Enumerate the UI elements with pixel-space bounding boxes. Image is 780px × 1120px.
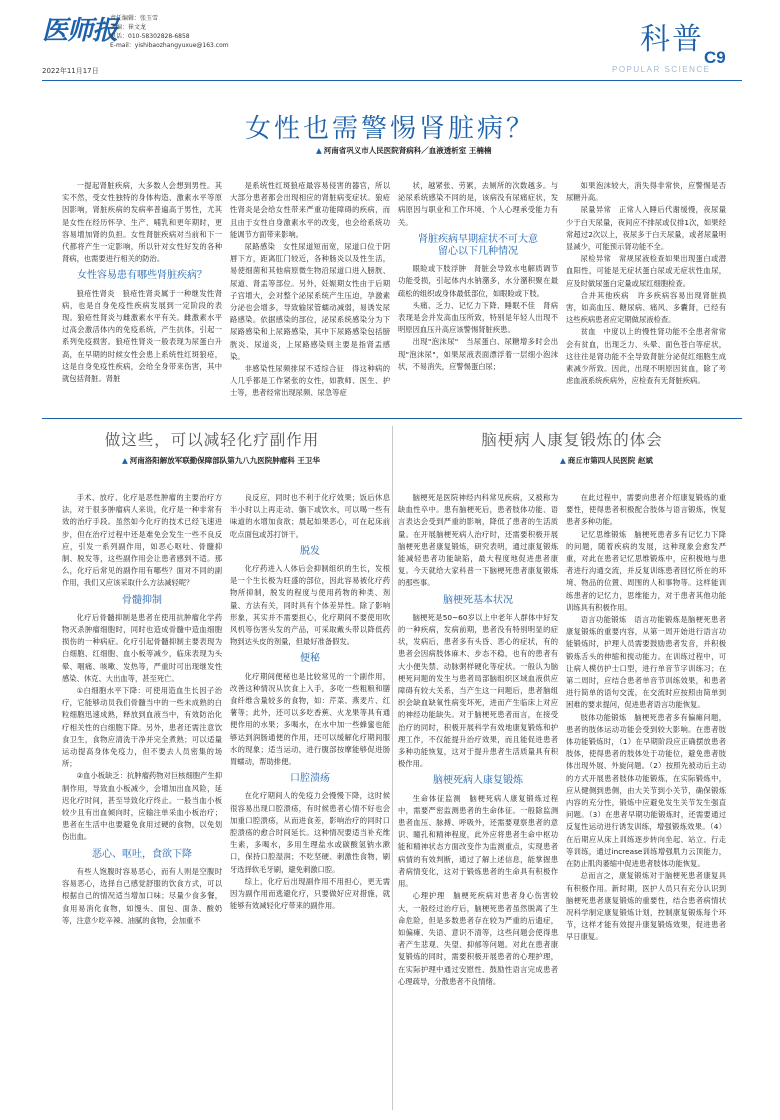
newspaper-logo: 医师报 — [42, 16, 118, 46]
paragraph: 是系统性红斑狼疮最容易侵害的器官，所以大部分患者都会出现相应的肾脏病变症状。狼疮性肾炎是会给女性带来严重功能障碍的疾病，而且由于女性自身激素水平的改变，也会给系统功能调节方面带来影响。 — [230, 181, 390, 239]
publication-date: 2022年11月17日 — [42, 67, 99, 75]
subheading: 女性容易患有哪些肾脏疾病？ — [77, 270, 207, 282]
article3-byline-text: 商丘市第四人民医院 赵斌 — [567, 456, 653, 465]
paragraph: 肢体功能锻炼 脑梗死患者多有偏瘫问题，患者的肢体运动功能会受到较大影响。在患者肢体功能锻炼时，（1）在早期阶段应正确摆放患者肢体，使得患者的肢体处于功能位，避免患者肢体出现外展、外旋问题。（2）按照先被动后主动的方式开展患者肢体功能锻炼，在实际锻炼中，应从健侧到患侧，由大关节到小关节，确保锻炼内容的充分性，锻炼中应避免发生关节发生强直问题。（3）在患者早期功能锻炼时，还需要通过反复性运动进行诱发训练，增强锻炼效果。（4）在后期应从床上训练逐步转向坐起、站立、行走等训练，通过increase训练增强肌力云顶能力，在防止肌肉萎缩中促进患者肢体功能恢复。 — [566, 712, 726, 869]
paragraph: 综上，化疗后出现副作用不用担心，更无需因为副作用而逃避化疗，只要做好应对措施，就能够有效减轻化疗带来的副作用。 — [230, 876, 390, 911]
paragraph: 记忆思维锻炼 脑梗死患者多有记忆力下降的问题，随着疾病的发展，这种现象会愈发严重，对此在患者记忆思维锻炼中，应积极地与患者进行沟通交流，并反复训练患者回忆所在的环境、物品的位置、周围的人和事物等。这样能训练患者的记忆力，思维能力，对于患者其他功能训练具有积极作用。 — [566, 529, 726, 612]
paragraph: 出现"泡沫尿" 当尿蛋白、尿糖增多时会出现"泡沫尿"，如果尿液表面漂浮着一层细小泡沫状，不易消失，应警惕蛋白尿； — [398, 337, 558, 371]
masthead-rule — [42, 80, 742, 81]
article1-column-2 — [230, 180, 390, 410]
article2-byline — [122, 455, 320, 466]
paragraph: 尿量异常 正常人入睡后代谢缓慢，夜尿量少于白天尿量，夜间应不排尿或仅排1次，如果经常超过2次以上，夜尿多于白天尿量，或者尿量明显减少，可能预示肾功能不全。 — [566, 205, 726, 252]
paragraph: 脑梗死是50~60岁以上中老年人群体中好发的一种疾病，发病前期，患者没有特别明显的症状，发病后，患者多有头昏、恶心的症状，有的患者会因病肢体麻木、步态不稳，也有的患者有大小便失禁、动脉粥样硬化等症状。一般认为脑梗死问题的发生与患者局部脑组织区域血液供应障碍有较大关系，当产生这一问题后，患者脑组织会缺血缺氧性病变坏死，进而产生临床上对应的神经功能缺失。对于脑梗死患者而言，在接受治疗的同时，积极开展科学有效地康复锻炼和护理工作，不仅能提升治疗效果，而且能促进患者多种功能恢复，这对于提升患者生活质量具有积极作用。 — [398, 612, 558, 769]
editor-line: E-mail：yishibaozhangyuxue@163.com — [110, 42, 229, 49]
article3-column-1 — [398, 492, 558, 1112]
article2-column-1 — [62, 492, 222, 1112]
article3-byline — [560, 455, 653, 466]
section-title-en: POPULAR SCIENCE — [612, 65, 711, 74]
subheading: 留心以下几种情况 — [438, 246, 518, 258]
subheading: 骨髓抑制 — [122, 594, 162, 606]
subheading: 脱发 — [300, 545, 320, 557]
paragraph: 生命体征监测 脑梗死病人康复锻炼过程中，需要严密监测患者的生命体征。一般除监测患者血压、脉搏、呼吸外，还需要观察患者的意识、瞳孔和精神程度，此外应将患者生命中枢功能和精神状态方面改变作为监测重点，实现患者病情的有效判断，通过了解上述信息，能掌握患者病情变化，这对于锻炼患者的生命具有积极作用。 — [398, 793, 558, 889]
paragraph: 有些人饱腹时容易恶心，而有人则是空腹时容易恶心，选择自己感觉舒服的饮食方式，可以根据自己的情况适当增加口味；尽量少食多餐，食用易消化食物，如馒头、面包、面条、酸奶等，注意少吃辛辣、油腻的食物，会加重不 — [62, 866, 222, 925]
subheading: 脑梗死基本状况 — [443, 594, 513, 606]
article1-column-4 — [566, 180, 726, 410]
paragraph: 化疗后骨髓抑制是患者在使用抗肿瘤化学药物灭杀肿瘤细胞时，同时也造成骨髓中造血细胞损伤的一种病症。化疗引起骨髓抑制主要表现为白细胞、红细胞、血小板等减少，临床表现为头晕、咽痛、咳嗽、发热等，严重时可出现继发性感染、休克、大出血等，甚至死亡。 — [62, 612, 222, 683]
article1-byline — [316, 145, 491, 156]
article1-byline-text: 河南省巩义市人民医院肾病科／血液透析室 王楠楠 — [323, 146, 492, 155]
paragraph: 良反应，同时也不利于化疗效果；饭后休息半小时以上再走动、躺下或饮水，可以喝一些有味道的水增加食欲；晨起如果恶心，可在起床前吃点面包或苏打饼干。 — [230, 493, 390, 539]
subheading: 脑梗死病人康复锻炼 — [433, 775, 523, 787]
article3-column-2 — [566, 492, 726, 1112]
paragraph: ①白细胞水平下降：可使用造血生长因子治疗，它能够动员我们骨髓当中的一些未成熟的白粒细胞迅速成熟，释放到血液当中，有效防治化疗相关性的白细胞下降。另外，患者还需注意饮食卫生，食物应清洗干净并完全煮熟；可以适量运动提高身体免疫力，但不要去人员密集的场所； — [62, 686, 222, 769]
subheading: 肾脏疾病早期症状不可大意 — [418, 233, 538, 245]
editor-line: 电话：010-58302828-6858 — [110, 33, 190, 40]
masthead — [0, 0, 780, 78]
article2-column-2 — [230, 492, 390, 1112]
paragraph: 手术、放疗、化疗是恶性肿瘤的主要治疗方法，对于很多肿瘤病人来说，化疗是一种非常有效的治疗手段。虽然如今化疗的技术已经飞速进步，但在治疗过程中还是难免会发生一些不良反应，引发一系列副作用，如恶心呕吐、骨髓抑制、脱发等，这些副作用会让患者感到不适。那么，化疗后常见的副作用有哪些？面对不同的副作用，我们又应该采取什么方法减轻呢？ — [62, 493, 222, 588]
paragraph: 眼睑或下肢浮肿 肾脏会导致水电解质调节功能受损，引起体内水钠潴多，水分潴积聚在最疏松的组织或身体最低部位，如眼睑或下肢。 — [398, 264, 558, 298]
editor-info — [110, 14, 229, 50]
paragraph: 合并其他疾病 许多疾病容易出现肾脏损害，如高血压、糖尿病、痛风、多囊肾，已经有这些疾病患者应定期做尿液检查。 — [566, 290, 726, 325]
page-number: C9 — [704, 48, 726, 67]
paragraph: 头痛、乏力、记忆力下降、睡眠不佳 肾病表现是会并发高血压所致，特别是年轻人出现不明原因血压升高应该警惕肾脏疾患。 — [398, 300, 558, 335]
article2-byline-text: 河南洛阳解放军联勤保障部队第九八九医院肿瘤科 王卫华 — [129, 456, 320, 465]
paragraph: 贫血 中度以上的慢性肾功能不全患者常常会有贫血，出现乏力、头晕、面色苍白等症状，这往往是肾功能不全导致肾脏分泌促红细胞生成素减少所致。因此，出现不明原因贫血，除了考虑血液系统疾病外，应检查有无肾脏疾病。 — [566, 327, 726, 386]
section-divider — [42, 418, 742, 419]
article1-column-3 — [398, 180, 558, 410]
paragraph: 化疗药进入人体后会抑制组织的生长，发根是一个生长极为旺盛的部位，因此容易被化疗药物所抑制，脱发的程度与使用药物的种类、剂量、方法有关，同时具有个体差异性。除了影响形象，其实并不需要担心，化疗期间不要使用吹风机等伤害头发的产品，可采取戴头带以降低药物到达头皮的剂量，但最好准备假发。 — [230, 564, 390, 647]
paragraph: 脑梗死是医院神经内科常见疾病，又被称为缺血性卒中。患有脑梗死后，患者肢体功能、语言表达会受到严重的影响，降低了患者的生活质量。在开展脑梗死病人治疗时，还需要积极开展脑梗死患者康复锻炼，研究表明，通过康复锻炼能减轻患者功能缺陷，最大程度地促进患者康复。今天就给大家科普一下脑梗死患者康复锻炼的那些事。 — [398, 493, 558, 588]
paragraph: 尿检异常 常规尿液检查如果出现蛋白或潜血阳性，可能是无症状蛋白尿或无症状性血尿，应及时做尿蛋白定量或尿红细胞检查。 — [566, 254, 726, 288]
paragraph: 心理护理 脑梗死疾病对患者身心伤害较大，一般经过治疗后，脑梗死患者虽然脱离了生命危险，但是多数患者存在较为严重的后遗症，如偏瘫、失语、意识不清等，这些问题会使得患者产生悲观、失望、抑郁等问题。对此在患者康复锻炼的同时，需要积极开展患者的心理护理，在实际护理中通过安慰性、鼓励性语言完成患者心理疏导，分散患者不良情绪。 — [398, 891, 558, 986]
subheading: 口腔溃疡 — [290, 773, 330, 785]
editor-line: 责任编辑：张玉雪 — [110, 15, 159, 22]
triangle-icon: ▲ — [560, 456, 566, 465]
paragraph: 在化疗期间人的免疫力会慢慢下降，这时候很容易出现口腔溃疡，有时候患者心情不好也会加重口腔溃疡，从而进食差，影响治疗的同时口腔溃疡的愈合时间延长。这种情况要适当补充维生素，多喝水，多用生理盐水或碳酸氢钠水漱口，保持口腔湿润；不吃坚硬、刺激性食物，刷牙选择软毛牙刷，避免刺激口腔。 — [230, 791, 390, 874]
paragraph: 狼疮性肾炎 狼疮性肾炎属于一种继发性肾病，也是自身免疫性疾病发展到一定阶段的表现。狼疮性肾炎与雌激素水平有关。雌激素水平过高会激活体内的免疫系统，产生抗体，引起一系列免疫损害。狼疮性肾炎一般表现为尿蛋白升高，在早期的时候女性会患上系统性红斑狼疮，这是自身免疫性疾病，会给全身带来伤害，其中就包括肾脏。肾脏 — [62, 288, 222, 384]
paragraph: ②血小板缺乏：抗肿瘤药物对巨核细胞产生抑制作用，导致血小板减少，会增加出血风险，延迟化疗时间，甚至导致化疗终止。一般当血小板较少且有出血倾向时，应输注单采血小板治疗；患者在生活中也要避免食用过硬的食物，以免划伤出血。 — [62, 771, 222, 842]
article1-column-1 — [62, 180, 222, 410]
column-divider — [392, 426, 393, 1110]
paragraph: 在此过程中，需要向患者介绍康复锻炼的重要性，使得患者积极配合肢体与语言锻炼，恢复患者多种功能。 — [566, 493, 726, 527]
paragraph: 尿路感染 女性尿道短而宽，尿道口位于阴唇下方，距离肛门较近，各种肠炎以及性生活，易使细菌和其他病原微生物沿尿道口进入膀胱、尿道、肾盂等部位。另外，妊娠期女性由于后期子宫增大，会对整个泌尿系统产生压迫，孕激素分泌也会增多，导致输尿管蠕动减弱，易诱发尿路感染。依据感染的部位，泌尿系统感染分为下尿路感染和上尿路感染，其中下尿路感染包括膀胱炎、尿道炎，上尿路感染则主要是指肾盂感染。 — [230, 242, 390, 361]
triangle-icon: ▲ — [122, 456, 128, 465]
subheading: 便秘 — [300, 653, 320, 665]
triangle-icon: ▲ — [316, 146, 322, 155]
article2-title: 做这些，可以减轻化疗副作用 — [104, 431, 320, 449]
paragraph: 非感染性尿频排尿不适综合征 得这种病的人几乎都是工作紧张的女性，如教师、医生、护士等，患者经常出现尿频、尿急等症 — [230, 364, 390, 398]
editor-line: 美编：崔文龙 — [110, 24, 147, 31]
article3-title: 脑梗病人康复锻炼的体会 — [481, 431, 663, 449]
paragraph: 化疗期间便秘也是比较常见的一个副作用，改善这种情况从饮食上入手，多吃一些粗粮和膳食纤维含量较多的食物，如：芹菜、燕麦片、红薯等；此外，还可以多吃香蕉、火龙果等具有通便作用的水果；多喝水，在水中加一些蜂蜜也能够达到润肠通便的作用，还可以缓解化疗期间服水的现象；适当运动，进行腹部按摩能够促进肠胃蠕动，帮助排便。 — [230, 671, 390, 767]
paragraph: 一提起肾脏疾病，大多数人会想到男性。其实不然，受女性独特的身体构造、激素水平等原因影响，肾脏疾病的发病率普遍高于男性，尤其是女性在经历怀孕、生产、哺乳和更年期时，更容易增加肾的负担。女性肾脏疾病对当前和下一代都将产生一定影响，所以针对女性好发的各种肾病，也需要进行相关的防治。 — [62, 181, 222, 264]
paragraph: 如果泡沫较大，消失得非常快，应警惕是否尿糖升高。 — [566, 181, 726, 203]
paragraph: 语言功能锻炼 语言功能锻炼是脑梗死患者康复锻炼的重要内容，从第一周开始进行语言功能锻炼时，护理人员需要鼓励患者发音，并积极锻炼舌头的伸缩和搅动能力。在训练过程中，可让病人模仿护士口型，进行单音节字训练习；在第二周时，应结合患者单音节训练效果，和患者进行简单的语句交流，在交流时应按照由简单到困难的要求提问，促进患者语言功能恢复。 — [566, 615, 726, 710]
subheading: 恶心、呕吐，食欲下降 — [92, 848, 192, 860]
paragraph: 总而言之，康复锻炼对于脑梗死患者康复具有积极作用。新时期，医护人员只有充分认识到脑梗死患者康复锻炼的重要性，结合患者病情状况科学制定康复锻炼计划，控制康复锻炼每个环节，这样才能有效提升康复锻炼效果，促进患者早日康复。 — [566, 871, 726, 942]
section-title: 科普 — [640, 22, 704, 57]
article1-title: 女性也需警惕肾脏病？ — [244, 114, 535, 144]
paragraph: 状，越紧张、劳累，去厕所的次数越多。与泌尿系统感染不同的是，该病没有尿痛症状，发病原因与职业和工作环境、个人心理承受能力有关。 — [398, 181, 558, 227]
